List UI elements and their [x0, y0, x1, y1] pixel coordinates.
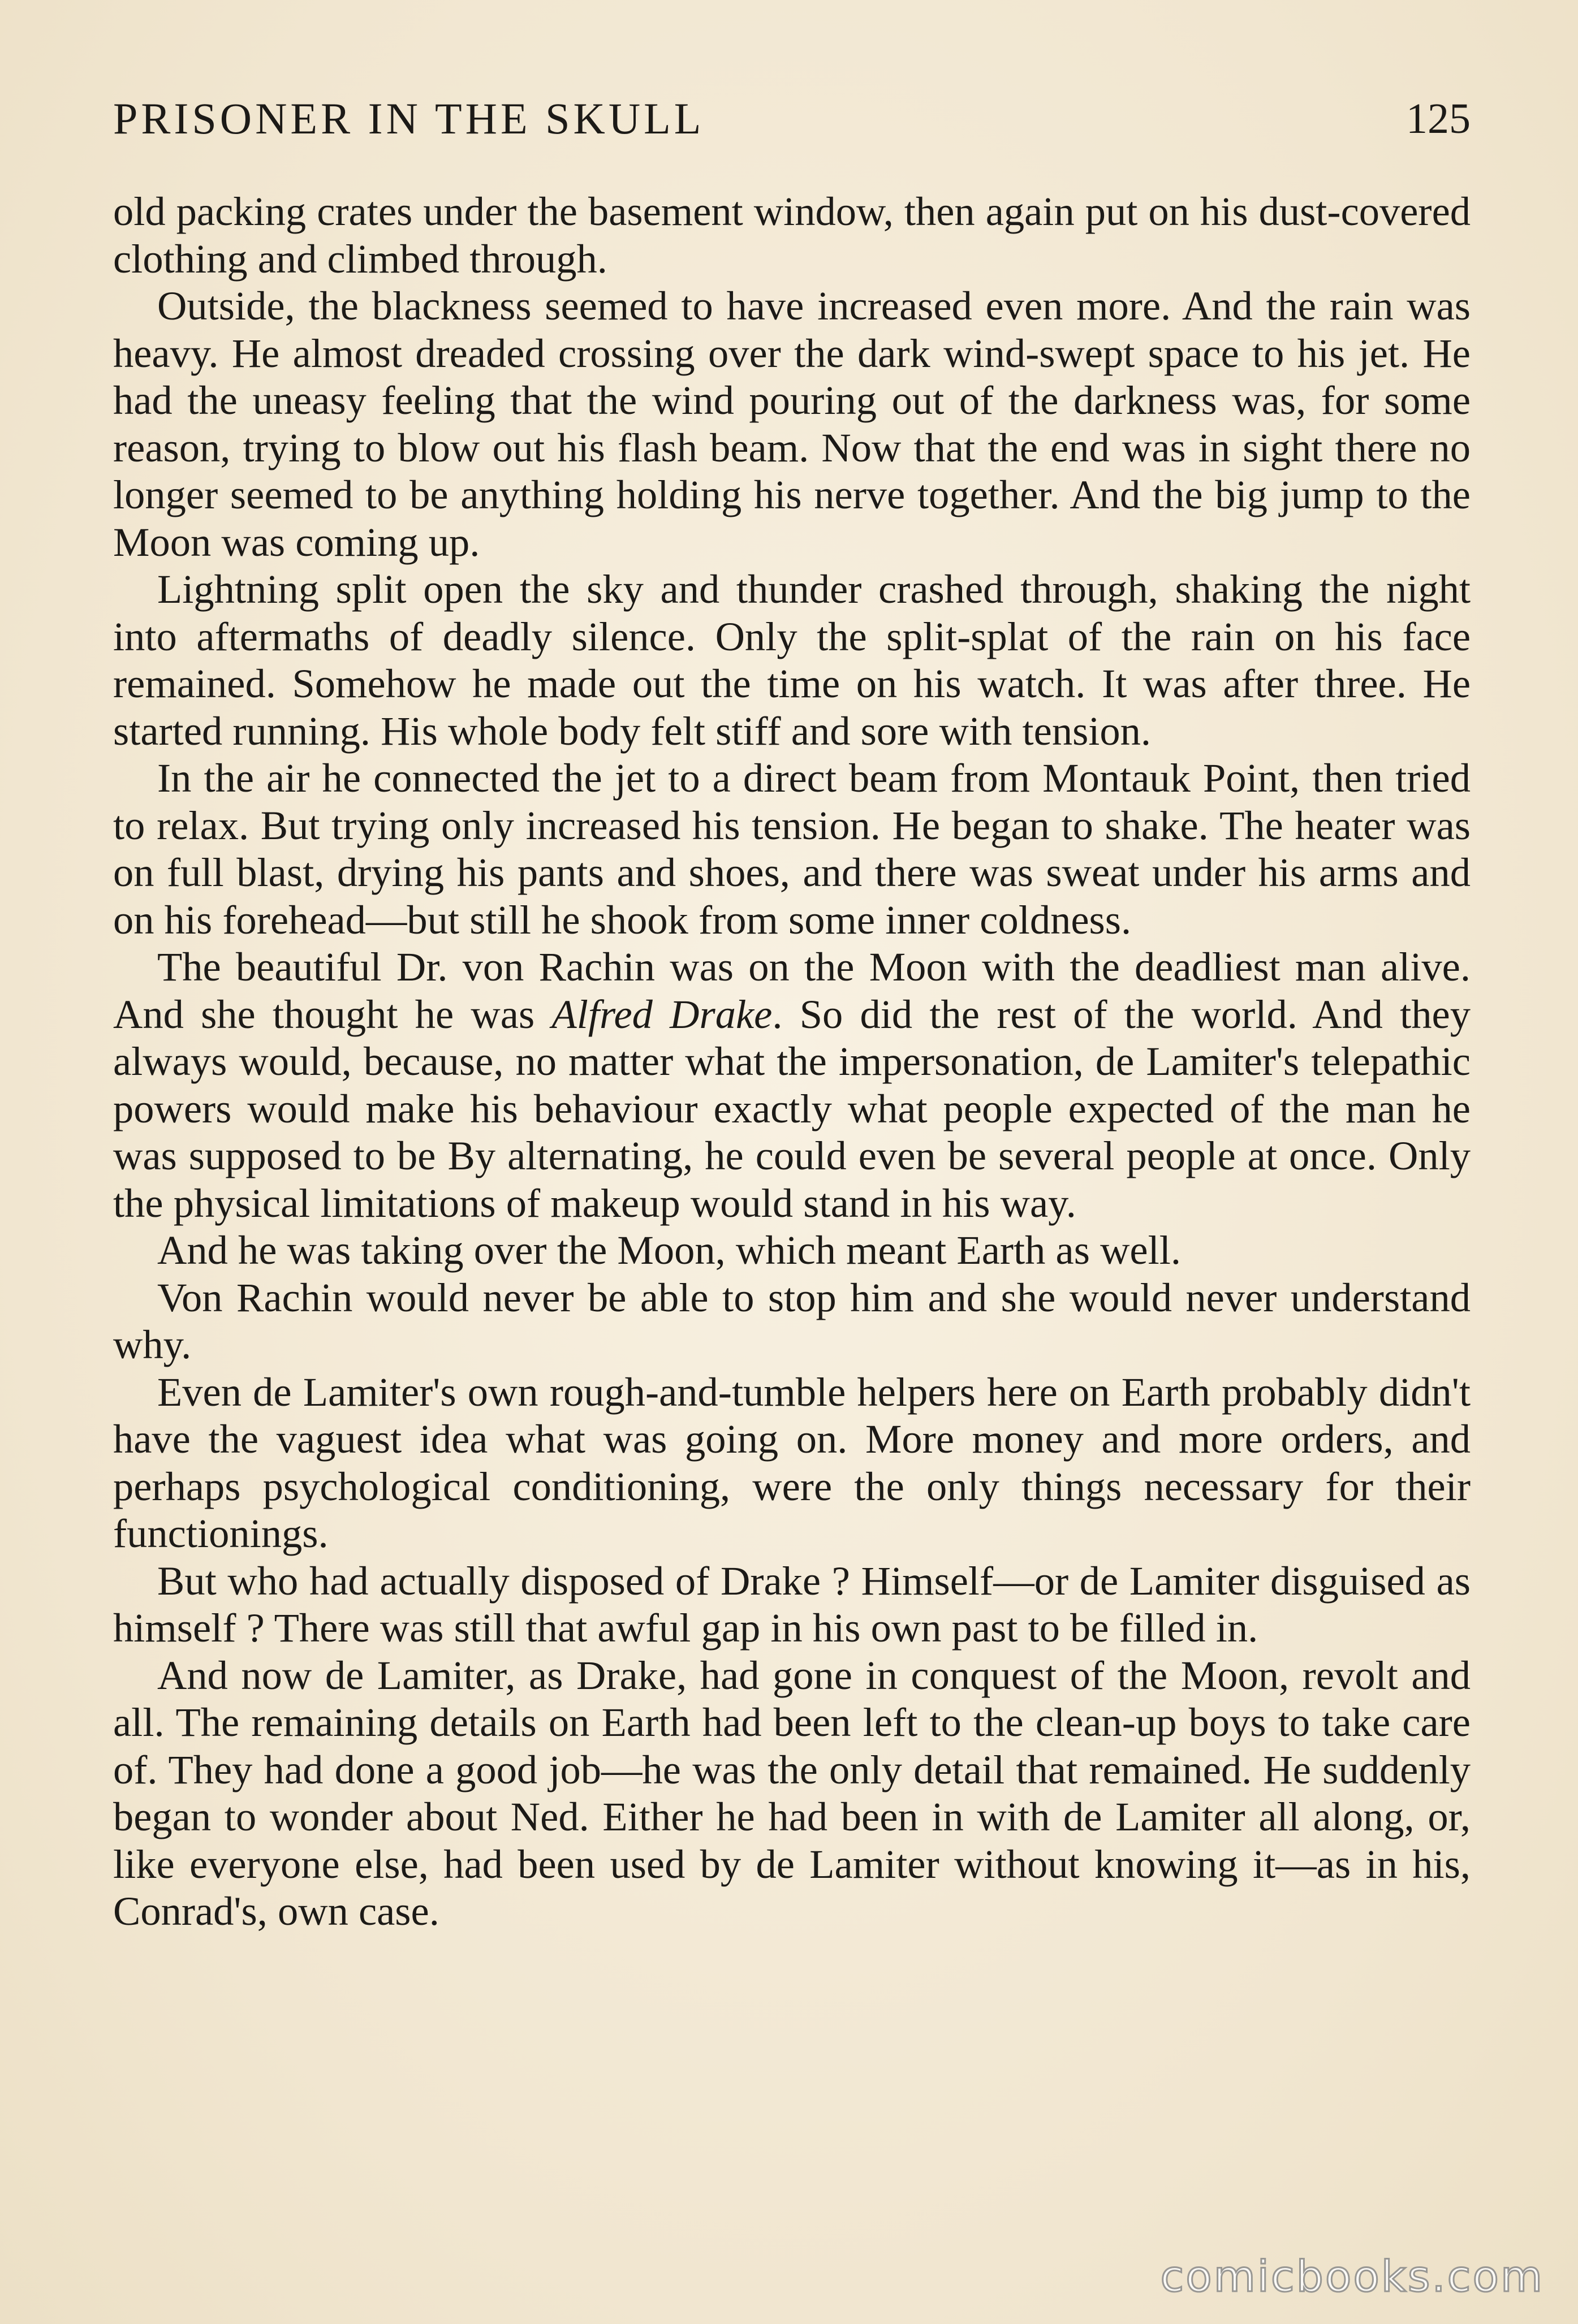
- paragraph-5-text-before: The beautiful Dr. von Rachin was on the Moon with the deadliest man alive. And she thought he was: [113, 944, 1471, 1037]
- page-header: [113, 85, 1471, 153]
- book-page: [113, 85, 1471, 2234]
- paragraph-7: Von Rachin would never be able to stop him and she would never understand why.: [113, 1274, 1471, 1367]
- paragraph-10: And now de Lamiter, as Drake, had gone in conquest of the Moon, revolt and all. The remaining details on Earth had been left to the clean-up boys to take care of. They had done a good job—he was the only detail that remained. He suddenly began to wonder about Ned. Either he had been in with de Lamiter all along, or, like everyone else, had been used by de Lamiter without knowing it—as in his, Conrad's, own case.: [113, 1652, 1471, 1934]
- running-title: PRISONER IN THE SKULL: [113, 94, 705, 143]
- paragraph-5: [113, 943, 1471, 1226]
- paragraph-8: Even de Lamiter's own rough-and-tumble helpers here on Earth probably didn't have the vaguest idea what was going on. More money and more orders, and perhaps psychological conditioning, were the only things necessary for their functionings.: [113, 1368, 1471, 1556]
- paragraph-5-text-after: . So did the rest of the world. And they always would, because, no matter what the impersonation, de Lamiter's telepathic powers would make his behaviour exactly what people expected of the man he was supposed to be By alternating, he could even be several people at once. Only the physical limitations of makeup would stand in his way.: [113, 991, 1471, 1226]
- paragraph-6: And he was taking over the Moon, which meant Earth as well.: [157, 1227, 1182, 1273]
- paragraph-1: old packing crates under the basement window, then again put on his dust-covered clothing and climbed through.: [113, 188, 1471, 282]
- paragraph-4: In the air he connected the jet to a direct beam from Montauk Point, then tried to relax. But trying only increased his tension. He began to shake. The heater was on full blast, drying his pants and shoes, and there was sweat under his arms and on his forehead—but still he shook from some inner coldness.: [113, 755, 1471, 943]
- paragraph-9: But who had actually disposed of Drake ? Himself—or de Lamiter disguised as himself ? There was still that awful gap in his own past to be filled in.: [113, 1557, 1471, 1651]
- paragraph-2: Outside, the blackness seemed to have increased even more. And the rain was heavy. He almost dreaded crossing over the dark wind-swept space to his jet. He had the uneasy feeling that the wind pouring out of the darkness was, for some reason, trying to blow out his flash beam. Now that the end was in sight there no longer seemed to be anything holding his nerve together. And the big jump to the Moon was coming up.: [113, 283, 1471, 565]
- paragraph-3: Lightning split open the sky and thunder crashed through, shaking the night into aftermaths of deadly silence. Only the split-splat of the rain on his face remained. Somehow he made out the time on his watch. It was after three. He started running. His whole body felt stiff and sore with tension.: [113, 566, 1471, 754]
- paragraph-5-emphasis: Alfred Drake: [551, 991, 773, 1037]
- page-number: 125: [1406, 95, 1471, 142]
- body-text: [113, 188, 1471, 1935]
- site-watermark: comicbooks.com: [1160, 2251, 1544, 2301]
